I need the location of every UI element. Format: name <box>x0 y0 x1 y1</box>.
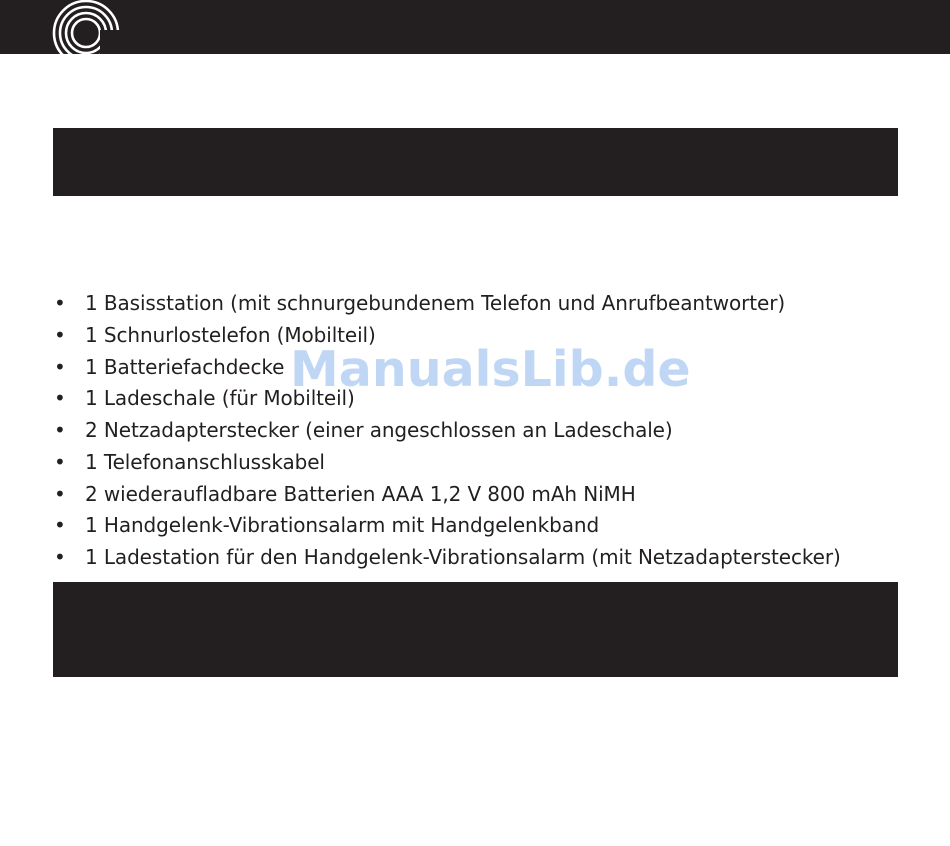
bullet: • <box>54 386 66 411</box>
list-item <box>53 383 841 415</box>
list-item-text: 2 Netzadapterstecker (einer angeschlossen an Ladeschale) <box>85 418 673 442</box>
list-item-text: 1 Handgelenk-Vibrationsalarm mit Handgelenkband <box>85 513 600 538</box>
list-item <box>53 415 841 447</box>
list-item-text: 1 Schnurlostelefon (Mobilteil) <box>85 322 376 347</box>
header-bar <box>0 0 950 54</box>
package-contents-list <box>53 288 841 574</box>
bullet: • <box>54 481 66 506</box>
bullet: • <box>54 449 66 474</box>
list-item-text: 1 Basisstation (mit schnurgebundenem Telefon und Anrufbeantworter) <box>85 291 786 315</box>
bullet: • <box>54 513 66 538</box>
bullet: • <box>54 545 66 569</box>
list-item <box>53 479 841 511</box>
concentric-c-logo-icon <box>50 0 122 54</box>
list-item-text: 1 Ladestation für den Handgelenk-Vibrationsalarm (mit Netzadapterstecker) <box>85 545 841 569</box>
bullet: • <box>54 322 66 347</box>
bullet: • <box>54 291 66 315</box>
bullet: • <box>54 418 66 442</box>
list-item-text: 1 Batteriefachdecke <box>85 354 285 379</box>
list-item-text: 1 Ladeschale (für Mobilteil) <box>85 386 355 411</box>
list-item <box>53 352 841 384</box>
section-heading-bar <box>53 582 898 677</box>
list-item <box>53 510 841 542</box>
list-item <box>53 288 841 320</box>
section-heading-bar <box>53 128 898 196</box>
list-item <box>53 542 841 574</box>
list-item-text: 1 Telefonanschlusskabel <box>85 449 325 474</box>
list-item <box>53 447 841 479</box>
list-item-text: 2 wiederaufladbare Batterien AAA 1,2 V 800 mAh NiMH <box>85 481 636 506</box>
bullet: • <box>54 354 66 379</box>
list-item <box>53 320 841 352</box>
watermark: ManualsLib.de <box>290 341 691 398</box>
